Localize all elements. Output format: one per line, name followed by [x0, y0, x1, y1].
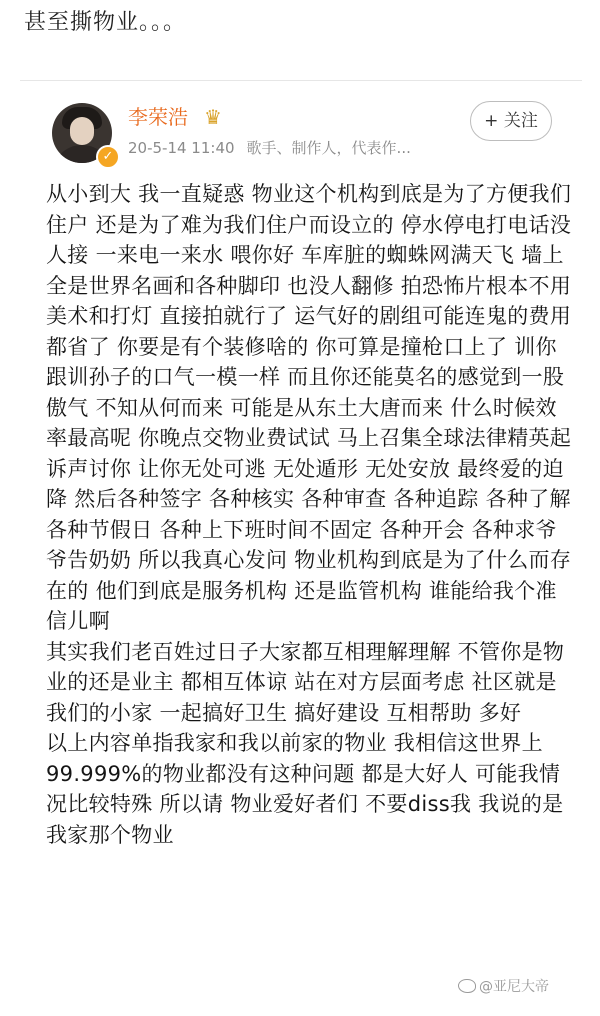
post-paragraph: 以上内容单指我家和我以前家的物业 我相信这世界上99.999%的物业都没有这种问题 都是大好人 可能我情况比较特殊 所以请 物业爱好者们 不要diss我 我说的是我家那个物业	[46, 731, 564, 847]
weibo-logo-icon	[458, 979, 476, 993]
post-timestamp: 20-5-14 11:40	[128, 139, 235, 157]
watermark-text: @亚尼大帝	[479, 979, 549, 995]
post-meta	[128, 137, 411, 159]
post-paragraph: 其实我们老百姓过日子大家都互相理解理解 不管你是物业的还是业主 都相互体谅 站在对方层面考虑 社区就是我们的小家 一起搞好卫生 搞好建设 互相帮助 多好	[46, 639, 565, 725]
weibo-post-card	[20, 80, 582, 1011]
author-name[interactable]: 李荣浩	[128, 105, 188, 129]
author-bio: 歌手、制作人，代表作...	[246, 139, 411, 157]
verified-badge-icon: ✓	[96, 145, 120, 169]
crown-icon: ♛	[204, 105, 222, 129]
post-paragraph: 从小到大 我一直疑惑 物业这个机构到底是为了方便我们住户 还是为了难为我们住户而设立的 停水停电打电话没人接 一来电一来水 喂你好 车库脏的蜘蛛网满天飞 墙上全是世界名画和各种脚印 也没人翻修 拍恐怖片根本不用美术和打灯 直接拍就行了 运气好的剧组可能连鬼的费用都省了 你要是有个装修啥的 你可算是撞枪口上了 训你跟训孙子的口气一模一样 而且你还能莫名的感觉到一股傲气 不知从何而来 可能是从东土大唐而来 什么时候效率最高呢 你晚点交物业费试试 马上召集全球法律精英起诉声讨你 让你无处可逃 无处遁形 无处安放 最终爱的迫降 然后各种签字 各种核实 各种审查 各种追踪 各种了解 各种节假日 各种上下班时间不固定 各种开会 各种求爷爷告奶奶 所以我真心发问 物业机构到底是为了什么而存在的 他们到底是服务机构 还是监管机构 谁能给我个准信儿啊	[46, 182, 572, 633]
caption-text: 甚至撕物业。。。	[24, 10, 187, 35]
follow-button[interactable]: + 关注	[470, 101, 552, 141]
avatar-face	[70, 117, 94, 145]
watermark	[458, 977, 549, 997]
post-body	[46, 179, 576, 850]
